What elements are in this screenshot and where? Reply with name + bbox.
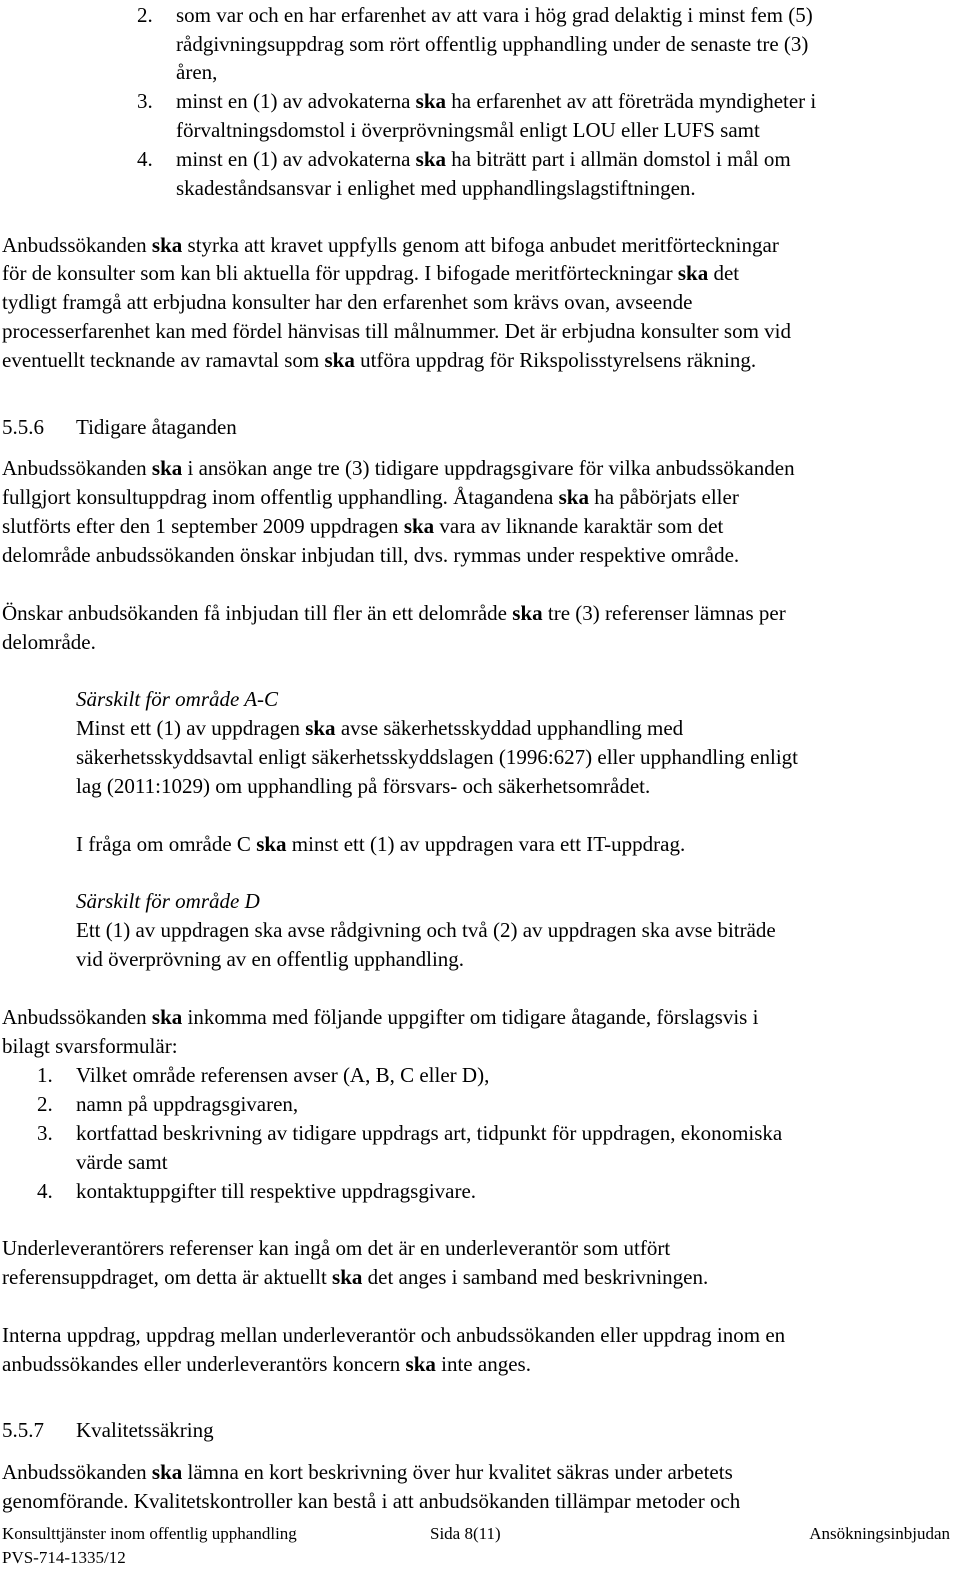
footer-document-type: Ansökningsinbjudan <box>809 1524 950 1543</box>
paragraph-line <box>76 945 464 974</box>
text-segment: bilagt svarsformulär: <box>2 1034 178 1058</box>
paragraph-line <box>2 628 96 657</box>
paragraph-line <box>2 1350 531 1379</box>
bold-text-segment: ska <box>151 233 183 257</box>
paragraph-line <box>2 1321 785 1350</box>
text-segment: utföra uppdrag för Rikspolisstyrelsens räkning. <box>354 348 757 372</box>
text-segment: processerfarenhet kan med fördel hänvisas till målnummer. Det är erbjudna konsulter som vid <box>2 319 792 343</box>
text-segment: rådgivningsuppdrag som rört offentlig upphandling under de senaste tre (3) <box>176 32 809 56</box>
bold-text-segment: ska <box>256 832 287 856</box>
list-item-line <box>76 1148 168 1177</box>
text-segment: Anbudssökanden <box>2 456 152 480</box>
paragraph-line <box>2 1003 758 1032</box>
paragraph-line <box>76 772 650 801</box>
text-segment: genomförande. Kvalitetskontroller kan bestå i att anbudsökanden tillämpar metoder och <box>2 1489 741 1513</box>
section-number: 5.5.6 <box>2 415 44 439</box>
text-segment: lag (2011:1029) om upphandling på försvars- och säkerhetsområdet. <box>76 774 651 798</box>
paragraph-line <box>76 916 776 945</box>
text-segment: avse säkerhetsskyddad upphandling med <box>335 716 684 740</box>
text-segment: inte anges. <box>435 1352 531 1376</box>
paragraph-line <box>2 512 723 541</box>
paragraph-line <box>2 317 791 346</box>
text-segment: Önskar anbudsökanden få inbjudan till fler än ett delområde <box>2 601 513 625</box>
paragraph-line <box>2 259 739 288</box>
list-item-number: 2. <box>37 1092 53 1116</box>
text-segment: slutförts efter den 1 september 2009 uppdragen <box>2 514 404 538</box>
list-item-line <box>176 116 760 145</box>
list-item-line <box>76 1090 298 1119</box>
paragraph-line <box>2 599 786 628</box>
bold-text-segment: ska <box>305 716 336 740</box>
list-item-number: 1. <box>37 1063 53 1087</box>
list-item-line <box>176 58 217 87</box>
bold-text-segment: ska <box>151 456 183 480</box>
footer-reference-number: PVS-714-1335/12 <box>2 1548 126 1567</box>
list-item-line <box>176 145 791 174</box>
section-title: Tidigare åtaganden <box>76 415 237 439</box>
paragraph-line <box>2 1234 670 1263</box>
text-segment: ha påbörjats eller <box>588 485 739 509</box>
paragraph-line <box>2 541 739 570</box>
list-item-number: 4. <box>137 147 153 171</box>
text-segment: inkomma med följande uppgifter om tidigare åtagande, förslagsvis i <box>182 1005 759 1029</box>
list-item-line <box>76 1061 489 1090</box>
section-number: 5.5.7 <box>2 1418 44 1442</box>
paragraph-line <box>76 830 685 859</box>
text-segment: eventuellt tecknande av ramavtal som <box>2 348 325 372</box>
text-segment: det <box>708 261 740 285</box>
paragraph-line <box>2 288 692 317</box>
text-segment: anbudssökandes eller underleverantörs koncern <box>2 1352 406 1376</box>
paragraph-line <box>76 743 798 772</box>
text-segment: Interna uppdrag, uppdrag mellan underleverantör och anbudssökanden eller uppdrag inom en <box>2 1323 786 1347</box>
paragraph-line <box>2 483 739 512</box>
text-segment: förvaltningsdomstol i överprövningsmål enligt LOU eller LUFS samt <box>176 118 760 142</box>
text-segment: minst en (1) av advokaterna <box>176 147 416 171</box>
paragraph-line <box>2 1458 733 1487</box>
list-item-line <box>176 87 816 116</box>
list-item-line <box>76 1119 782 1148</box>
text-segment: vid överprövning av en offentlig upphandling. <box>76 947 465 971</box>
paragraph-line <box>2 346 756 375</box>
list-item-number: 3. <box>37 1121 53 1145</box>
footer-document-title: Konsulttjänster inom offentlig upphandling <box>2 1524 297 1543</box>
text-segment: kontaktuppgifter till respektive uppdragsgivare. <box>76 1179 477 1203</box>
list-item-number: 2. <box>137 3 153 27</box>
bold-text-segment: ska <box>151 1005 183 1029</box>
text-segment: namn på uppdragsgivaren, <box>76 1092 299 1116</box>
subsection-title: Särskilt för område D <box>76 889 260 913</box>
bold-text-segment: ska <box>415 89 447 113</box>
bold-text-segment: ska <box>415 147 447 171</box>
list-item-number: 3. <box>137 89 153 113</box>
text-segment: ha erfarenhet av att företräda myndigheter i <box>446 89 817 113</box>
text-segment: styrka att kravet uppfylls genom att bifoga anbudet meritförteckningar <box>182 233 779 257</box>
list-item-line <box>76 1177 476 1206</box>
list-item-line <box>176 174 696 203</box>
footer-page-number: Sida 8(11) <box>430 1524 501 1543</box>
text-segment: Ett (1) av uppdragen ska avse rådgivning och två (2) av uppdragen ska avse biträde <box>76 918 776 942</box>
paragraph-line <box>2 1032 178 1061</box>
text-segment: vara av liknande karaktär som det <box>434 514 724 538</box>
text-segment: referensuppdraget, om detta är aktuellt <box>2 1265 333 1289</box>
text-segment: för de konsulter som kan bli aktuella för uppdrag. I bifogade meritförteckningar <box>2 261 678 285</box>
text-segment: Anbudssökanden <box>2 233 152 257</box>
paragraph-line <box>76 714 683 743</box>
text-segment: I fråga om område C <box>76 832 257 856</box>
text-segment: Underleverantörers referenser kan ingå om det är en underleverantör som utfört <box>2 1236 671 1260</box>
bold-text-segment: ska <box>512 601 543 625</box>
list-item-number: 4. <box>37 1179 53 1203</box>
text-segment: som var och en har erfarenhet av att vara i hög grad delaktig i minst fem (5) <box>176 3 813 27</box>
text-segment: Minst ett (1) av uppdragen <box>76 716 306 740</box>
bold-text-segment: ska <box>405 1352 436 1376</box>
text-segment: delområde. <box>2 630 96 654</box>
text-segment: tydligt framgå att erbjudna konsulter har den erfarenhet som krävs ovan, avseende <box>2 290 693 314</box>
text-segment: delområde anbudssökanden önskar inbjudan till, dvs. rymmas under respektive område. <box>2 543 740 567</box>
text-segment: ha biträtt part i allmän domstol i mål om <box>446 147 791 171</box>
text-segment: tre (3) referenser lämnas per <box>542 601 786 625</box>
paragraph-line <box>2 231 779 260</box>
bold-text-segment: ska <box>558 485 589 509</box>
text-segment: i ansökan ange tre (3) tidigare uppdragsgivare för vilka anbudssökanden <box>182 456 795 480</box>
bold-text-segment: ska <box>677 261 709 285</box>
text-segment: åren, <box>176 60 218 84</box>
text-segment: värde samt <box>76 1150 168 1174</box>
text-segment: Anbudssökanden <box>2 1460 152 1484</box>
bold-text-segment: ska <box>324 348 355 372</box>
text-segment: fullgjort konsultuppdrag inom offentlig upphandling. Åtagandena <box>2 485 559 509</box>
subsection-title: Särskilt för område A-C <box>76 687 279 711</box>
text-segment: Anbudssökanden <box>2 1005 152 1029</box>
paragraph-line <box>2 1263 708 1292</box>
list-item-line <box>176 1 813 30</box>
section-title: Kvalitetssäkring <box>76 1418 214 1442</box>
text-segment: kortfattad beskrivning av tidigare uppdrags art, tidpunkt för uppdragen, ekonomiska <box>76 1121 783 1145</box>
text-segment: säkerhetsskyddsavtal enligt säkerhetsskyddslagen (1996:627) eller upphandling enligt <box>76 745 799 769</box>
paragraph-line <box>2 454 795 483</box>
bold-text-segment: ska <box>403 514 435 538</box>
list-item-line <box>176 30 808 59</box>
text-segment: minst en (1) av advokaterna <box>176 89 416 113</box>
text-segment: Vilket område referensen avser (A, B, C eller D), <box>76 1063 490 1087</box>
bold-text-segment: ska <box>332 1265 363 1289</box>
text-segment: det anges i samband med beskrivningen. <box>362 1265 709 1289</box>
text-segment: minst ett (1) av uppdragen vara ett IT-uppdrag. <box>286 832 686 856</box>
paragraph-line <box>2 1487 740 1516</box>
bold-text-segment: ska <box>151 1460 183 1484</box>
text-segment: lämna en kort beskrivning över hur kvalitet säkras under arbetets <box>182 1460 733 1484</box>
text-segment: skadeståndsansvar i enlighet med upphandlingslagstiftningen. <box>176 176 696 200</box>
